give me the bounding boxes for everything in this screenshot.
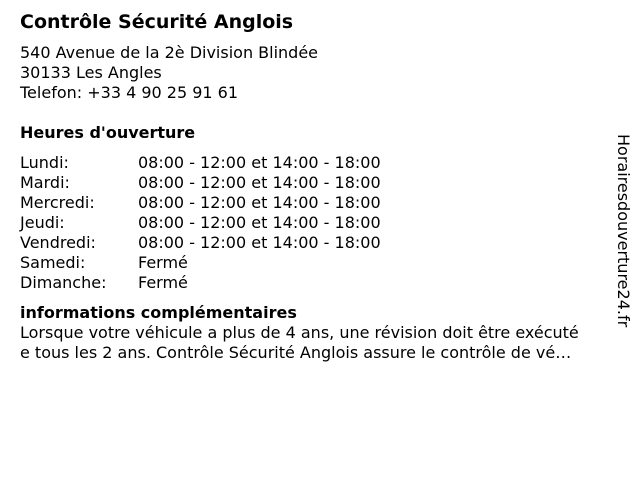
phone-number: Telefon: +33 4 90 25 91 61	[20, 83, 239, 102]
hours-heading: Heures d'ouverture	[20, 123, 196, 142]
info-description	[20, 323, 624, 363]
business-name: Contrôle Sécurité Anglois	[20, 11, 294, 33]
day-label: Lundi:	[20, 153, 69, 172]
address-street: 540 Avenue de la 2è Division Blindée	[20, 43, 319, 62]
day-hours: 08:00 - 12:00 et 14:00 - 18:00	[138, 213, 381, 232]
address-city: 30133 Les Angles	[20, 63, 162, 82]
day-hours: Fermé	[138, 253, 188, 272]
day-label: Vendredi:	[20, 233, 96, 252]
day-hours: 08:00 - 12:00 et 14:00 - 18:00	[138, 153, 381, 172]
address-block	[20, 43, 620, 103]
info-line: Lorsque votre véhicule a plus de 4 ans, une révision doit être exécuté	[20, 323, 579, 342]
day-hours: 08:00 - 12:00 et 14:00 - 18:00	[138, 233, 381, 252]
hours-row-wednesday	[20, 193, 620, 213]
info-heading: informations complémentaires	[20, 303, 297, 322]
hours-row-sunday	[20, 273, 620, 293]
day-label: Mercredi:	[20, 193, 95, 212]
day-hours: 08:00 - 12:00 et 14:00 - 18:00	[138, 193, 381, 212]
site-watermark: Horairesdouverture24.fr	[614, 134, 633, 328]
day-hours: 08:00 - 12:00 et 14:00 - 18:00	[138, 173, 381, 192]
hours-row-saturday	[20, 253, 620, 273]
hours-row-thursday	[20, 213, 620, 233]
day-label: Mardi:	[20, 173, 70, 192]
day-label: Jeudi:	[20, 213, 65, 232]
hours-row-friday	[20, 233, 620, 253]
hours-table	[20, 153, 620, 293]
day-label: Dimanche:	[20, 273, 107, 292]
business-card	[20, 10, 620, 363]
hours-row-tuesday	[20, 173, 620, 193]
day-label: Samedi:	[20, 253, 86, 272]
hours-row-monday	[20, 153, 620, 173]
day-hours: Fermé	[138, 273, 188, 292]
info-line: e tous les 2 ans. Contrôle Sécurité Anglois assure le contrôle de vé…	[20, 343, 572, 362]
